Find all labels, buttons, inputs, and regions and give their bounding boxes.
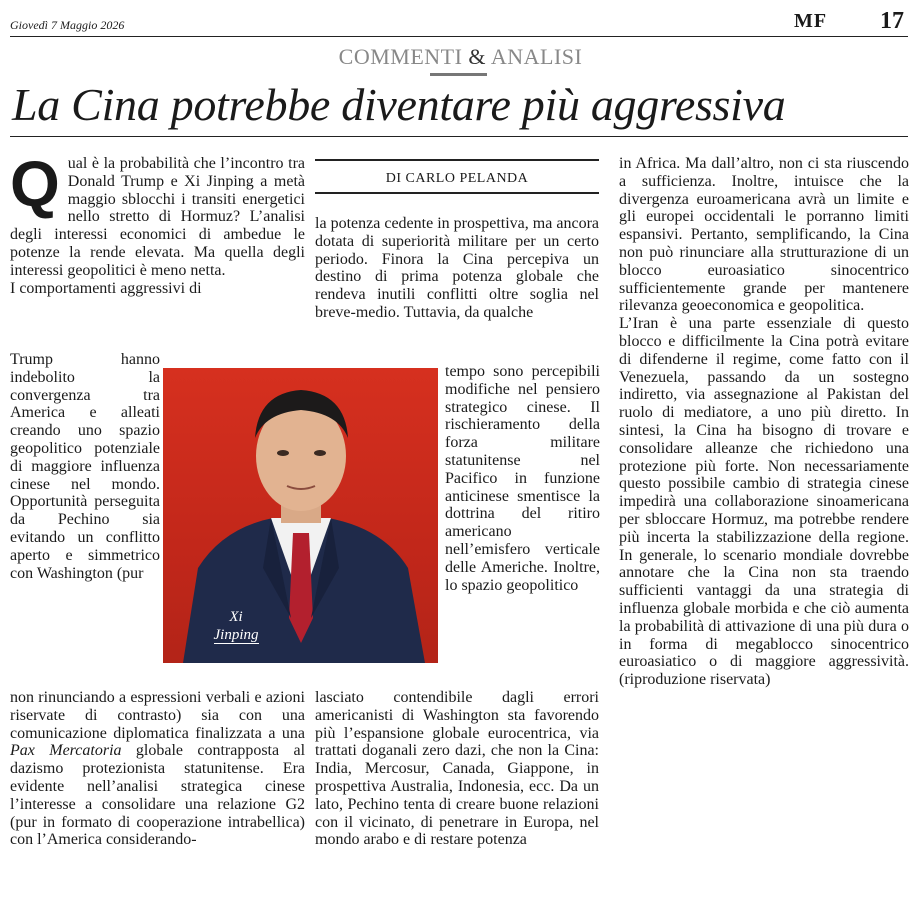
article-column-2-top: la potenza cedente in prospettiva, ma ancora dotata di superiorità militare per un certo periodo. Finora la Cina percepiva un destino di prima potenza globale che rendeva inutili conflitti oltre soglia nel breve-medio. Tuttavia, da qualche [315, 215, 599, 321]
drop-cap: Q [10, 148, 60, 220]
article-paragraph: I comportamenti aggressivi di [10, 279, 202, 297]
section-ampersand: & [468, 44, 487, 69]
article-column-2-bottom: lasciato contendibile dagli errori americanisti di Washington sta favorendo più l’espansione globale eurocentrica, via trattati doganali zero dazi, che non la Cina: India, Mercosur, Canada, Giappone, in prospettiva Australia, Indonesia, ecc. Da un lato, Pechino tenta di creare buone relazioni con il vicinato, di penetrare in Europa, nel mondo arabo e di restare potenza [315, 689, 599, 849]
header-divider [10, 36, 908, 37]
article-text: non rinunciando a espressioni verbali e azioni riservate di contrasto) sia con una comunicazione diplomatica finalizzata a una [10, 689, 305, 742]
article-column-1-top [10, 148, 305, 297]
caption-line-2: Jinping [213, 627, 259, 643]
author-byline: DI CARLO PELANDA [385, 171, 529, 186]
issue-date: Giovedì 7 Maggio 2026 [10, 18, 125, 32]
article-column-1-bottom [10, 689, 305, 849]
page-number: 17 [880, 8, 904, 34]
article-intro: ual è la probabilità che l’incontro tra Donald Trump e Xi Jinping a metà maggio sblocchi i transiti energetici nello stretto di Hormuz? L’analisi degli interessi economici di ambedue le potenze la rende elevata. Ma quella degli interessi geopolitici è meno netta. [10, 155, 305, 279]
article-text: globale contrapposta al dazismo protezionista statunitense. Era evidente nell’analisi strategica cinese l’interesse a consolidare una relazione G2 (pur in formato di cooperazione intrabellica) con l’America considerando- [10, 742, 306, 849]
article-column-1-wrap: Trump hanno indebolito la convergenza tra America e alleati creando uno spazio geopolitico potenziale di maggiore influenza cinese nel mondo. Opportunità perseguita da Pechino sia evitando un conflitto aperto e simmetrico con Washington (pur [10, 351, 160, 582]
article-column-3 [619, 155, 909, 689]
caption-line-1: Xi [229, 609, 243, 625]
article-emphasis: Pax Mercatoria [10, 742, 122, 760]
headline-divider [10, 136, 908, 137]
byline-rule-top [315, 159, 599, 161]
section-title-right: ANALISI [490, 44, 583, 69]
byline-rule-bottom [315, 192, 599, 194]
publication-logo: MF [794, 10, 828, 32]
photo-caption [186, 608, 286, 644]
section-title-left: COMMENTI [338, 44, 463, 69]
article-column-2-wrap: tempo sono percepibili modifiche nel pensiero strategico cinese. Il rischieramento della forza militare statunitense nel Pacifico in funzione anticinese smentisce la dottrina del ritiro americano nell’emisfero verticale delle Americhe. Inoltre, lo spazio geopolitico [445, 363, 600, 594]
headline: La Cina potrebbe diventare più aggressiva [12, 79, 786, 130]
article-paragraph: in Africa. Ma dall’altro, non ci sta riuscendo a sufficienza. Inoltre, intuisce che la divergenza euroamericana avrà un limite e gli europei occidentali le porranno limiti espansivi. Pertanto, semplificando, la Cina non può rinunciare alla strutturazione di un blocco euroasiatico sinocentrico sufficientemente grande per mantenere rilevanza geoeconomica e geopolitica. [619, 155, 909, 315]
section-title [0, 44, 921, 70]
article-paragraph: L’Iran è una parte essenziale di questo blocco e difficilmente la Cina potrà evitare di difenderne il regime, come fatto con il Venezuela, passando da un sostegno indiretto, via assegnazione al Pakistan del ruolo di mediatore, a uno più diretto. In sintesi, la Cina ha bisogno di trovare e consolidare alleanze che richiedono una protezione più forte. Non necessariamente questo possibile cambio di strategia cinese impedirà una collaborazione sinoamericana per sbloccare Hormuz, ma potrebbe rendere più incerta la stabilizzazione della regione. In generale, lo scenario mondiale dovrebbe annotare che la Cina non sta traendo sufficienti vantaggi da una strategia di influenza globale morbida e che ciò aumenta la probabilità di attivazione di una più dura o in forma di megablocco sinocentrico euroasiatico o di maggiore aggressività. (riproduzione riservata) [619, 315, 909, 689]
section-underline [430, 73, 487, 76]
